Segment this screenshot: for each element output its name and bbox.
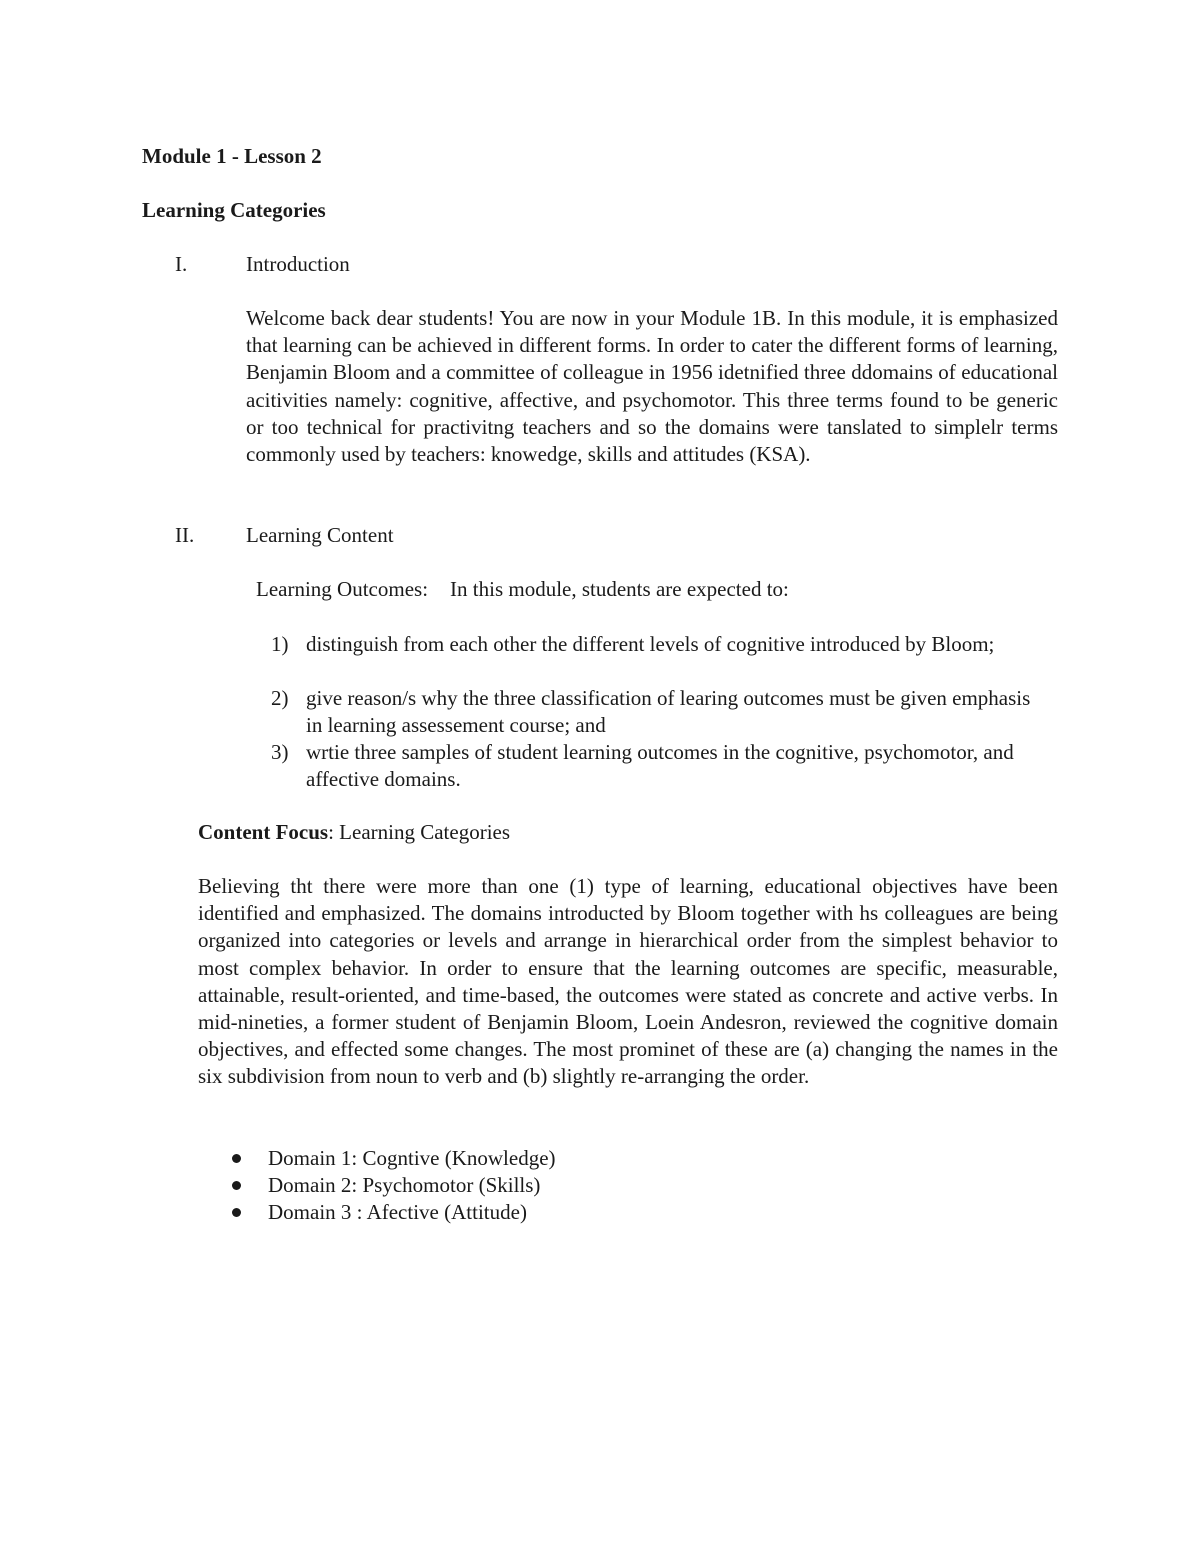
list-item-text: wrtie three samples of student learning outcomes in the cognitive, psychomotor, and affective domains. <box>306 740 1014 791</box>
bullet-icon <box>232 1181 241 1190</box>
learning-outcomes-line <box>256 577 789 602</box>
list-item-text: distinguish from each other the different levels of cognitive introduced by Bloom; <box>306 632 995 656</box>
list-item-text: give reason/s why the three classification of learing outcomes must be given emphasis in learning assessement course; and <box>306 686 1031 737</box>
list-item-text: Domain 3 : Afective (Attitude) <box>268 1200 527 1224</box>
bullet-icon <box>232 1208 241 1217</box>
section-heading-learning-content: Learning Content <box>246 523 394 547</box>
list-item-number: 3) <box>271 740 289 764</box>
lesson-title: Learning Categories <box>142 198 326 222</box>
list-item <box>228 1145 628 1172</box>
introduction-paragraph: Welcome back dear students! You are now in your Module 1B. In this module, it is emphasized that learning can be achieved in different forms. In order to cater the different forms of learning, Benjamin Bloom and a committee of colleague in 1956 idetnified three ddomains of educational acitivities namely: cognitive, affective, and psychomotor. This three terms found to be generic or too technical for practivitng teachers and so the domains were tanslated to simplelr terms commonly used by teachers: knowedge, skills and attitudes (KSA). <box>246 306 1058 467</box>
list-item-text: Domain 1: Cogntive (Knowledge) <box>268 1146 556 1170</box>
list-item <box>271 631 1031 685</box>
module-title: Module 1 - Lesson 2 <box>142 144 322 168</box>
content-focus-value: : Learning Categories <box>328 820 511 844</box>
list-item <box>228 1172 628 1199</box>
list-item <box>271 685 1031 739</box>
list-item-text: Domain 2: Psychomotor (Skills) <box>268 1173 541 1197</box>
section-numeral-learning-content: II. <box>175 523 195 547</box>
list-item-number: 2) <box>271 686 289 710</box>
section-heading-introduction: Introduction <box>246 252 350 276</box>
outcomes-intro: In this module, students are expected to: <box>450 577 789 601</box>
bullet-icon <box>232 1154 241 1163</box>
content-focus-label: Content Focus <box>198 820 329 844</box>
list-item-number: 1) <box>271 632 289 656</box>
list-item <box>228 1199 628 1226</box>
section-numeral-introduction: I. <box>175 252 188 276</box>
content-focus-line <box>198 820 510 845</box>
list-item <box>271 739 1031 793</box>
content-focus-paragraph: Believing tht there were more than one (1) type of learning, educational objectives have been identified and emphasized. The domains introducted by Bloom together with hs colleagues are being organized into categories or levels and arrange in hierarchical order from the simplest behavior to most complex behavior. In order to ensure that the learning outcomes are specific, measurable, attainable, result-oriented, and time-based, the outcomes were stated as concrete and active verbs. In mid-nineties, a former student of Benjamin Bloom, Loein Andesron, reviewed the cognitive domain objectives, and effected some changes. The most prominet of these are (a) changing the names in the six subdivision from noun to verb and (b) slightly re-arranging the order. <box>198 874 1058 1089</box>
outcomes-label: Learning Outcomes: <box>256 577 429 601</box>
